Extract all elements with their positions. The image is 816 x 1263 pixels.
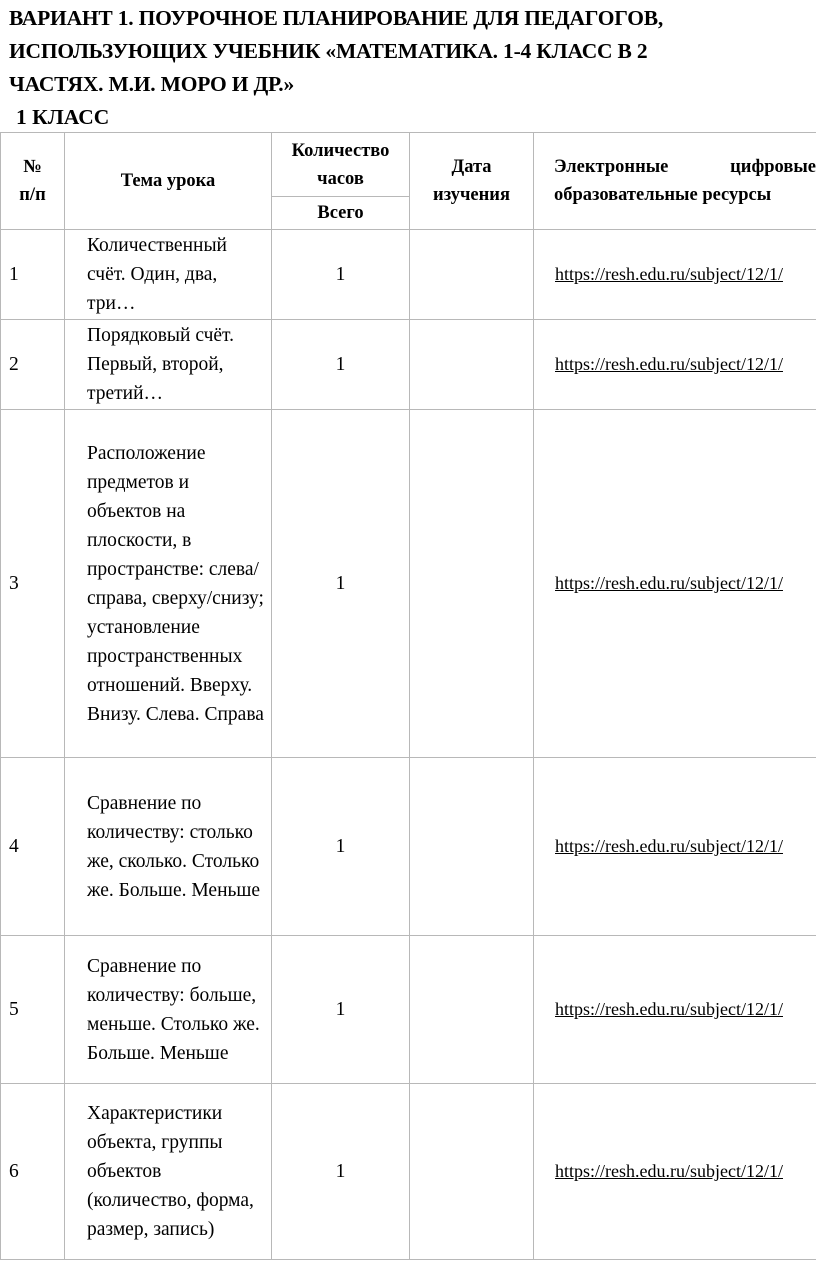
cell-date bbox=[410, 230, 534, 320]
cell-resource bbox=[534, 230, 816, 320]
cell-topic: Количественный счёт. Один, два, три… bbox=[65, 230, 272, 320]
document-title-line: ИСПОЛЬЗУЮЩИХ УЧЕБНИК «МАТЕМАТИКА. 1-4 КЛАСС В 2 bbox=[9, 39, 648, 63]
table-row bbox=[1, 1084, 816, 1260]
resource-link[interactable]: https://resh.edu.ru/subject/12/1/ bbox=[555, 999, 783, 1019]
header-topic: Тема урока bbox=[65, 133, 272, 230]
cell-date bbox=[410, 936, 534, 1084]
table-row bbox=[1, 410, 816, 758]
cell-date bbox=[410, 320, 534, 410]
cell-topic: Расположение предметов и объектов на плоскости, в пространстве: слева/справа, сверху/снизу; установление пространственных отношений. Вверху. Внизу. Слева. Справа bbox=[65, 410, 272, 758]
cell-number: 5 bbox=[1, 936, 65, 1084]
cell-hours: 1 bbox=[272, 320, 410, 410]
cell-resource bbox=[534, 1084, 816, 1260]
class-heading: 1 КЛАСС bbox=[16, 105, 110, 129]
cell-hours: 1 bbox=[272, 230, 410, 320]
header-resources: Электронные цифровые образовательные ресурсы bbox=[534, 133, 816, 230]
header-hours: Количество часов bbox=[272, 133, 410, 197]
cell-resource bbox=[534, 320, 816, 410]
table-row bbox=[1, 230, 816, 320]
table-row bbox=[1, 320, 816, 410]
resource-link[interactable]: https://resh.edu.ru/subject/12/1/ bbox=[555, 573, 783, 593]
cell-topic: Сравнение по количеству: больше, меньше. Столько же. Больше. Меньше bbox=[65, 936, 272, 1084]
cell-hours: 1 bbox=[272, 410, 410, 758]
cell-topic: Порядковый счёт. Первый, второй, третий… bbox=[65, 320, 272, 410]
cell-number: 2 bbox=[1, 320, 65, 410]
cell-topic: Сравнение по количеству: столько же, сколько. Столько же. Больше. Меньше bbox=[65, 758, 272, 936]
cell-resource bbox=[534, 410, 816, 758]
document-title-line: ВАРИАНТ 1. ПОУРОЧНОЕ ПЛАНИРОВАНИЕ ДЛЯ ПЕДАГОГОВ, bbox=[9, 6, 664, 30]
cell-resource bbox=[534, 758, 816, 936]
document-title bbox=[9, 2, 809, 101]
lesson-plan-table bbox=[0, 132, 816, 1260]
cell-topic: Характеристики объекта, группы объектов (количество, форма, размер, запись) bbox=[65, 1084, 272, 1260]
header-number: № п/п bbox=[1, 133, 65, 230]
cell-date bbox=[410, 758, 534, 936]
cell-number: 1 bbox=[1, 230, 65, 320]
resource-link[interactable]: https://resh.edu.ru/subject/12/1/ bbox=[555, 354, 783, 374]
table-row bbox=[1, 758, 816, 936]
resource-link[interactable]: https://resh.edu.ru/subject/12/1/ bbox=[555, 836, 783, 856]
cell-number: 4 bbox=[1, 758, 65, 936]
cell-hours: 1 bbox=[272, 1084, 410, 1260]
resource-link[interactable]: https://resh.edu.ru/subject/12/1/ bbox=[555, 1161, 783, 1181]
cell-date bbox=[410, 1084, 534, 1260]
table-row bbox=[1, 936, 816, 1084]
header-date: Дата изучения bbox=[410, 133, 534, 230]
cell-hours: 1 bbox=[272, 758, 410, 936]
document-title-line: ЧАСТЯХ. М.И. МОРО И ДР.» bbox=[9, 72, 295, 96]
cell-resource bbox=[534, 936, 816, 1084]
cell-number: 6 bbox=[1, 1084, 65, 1260]
header-hours-total: Всего bbox=[272, 197, 410, 230]
cell-date bbox=[410, 410, 534, 758]
cell-number: 3 bbox=[1, 410, 65, 758]
resource-link[interactable]: https://resh.edu.ru/subject/12/1/ bbox=[555, 264, 783, 284]
cell-hours: 1 bbox=[272, 936, 410, 1084]
